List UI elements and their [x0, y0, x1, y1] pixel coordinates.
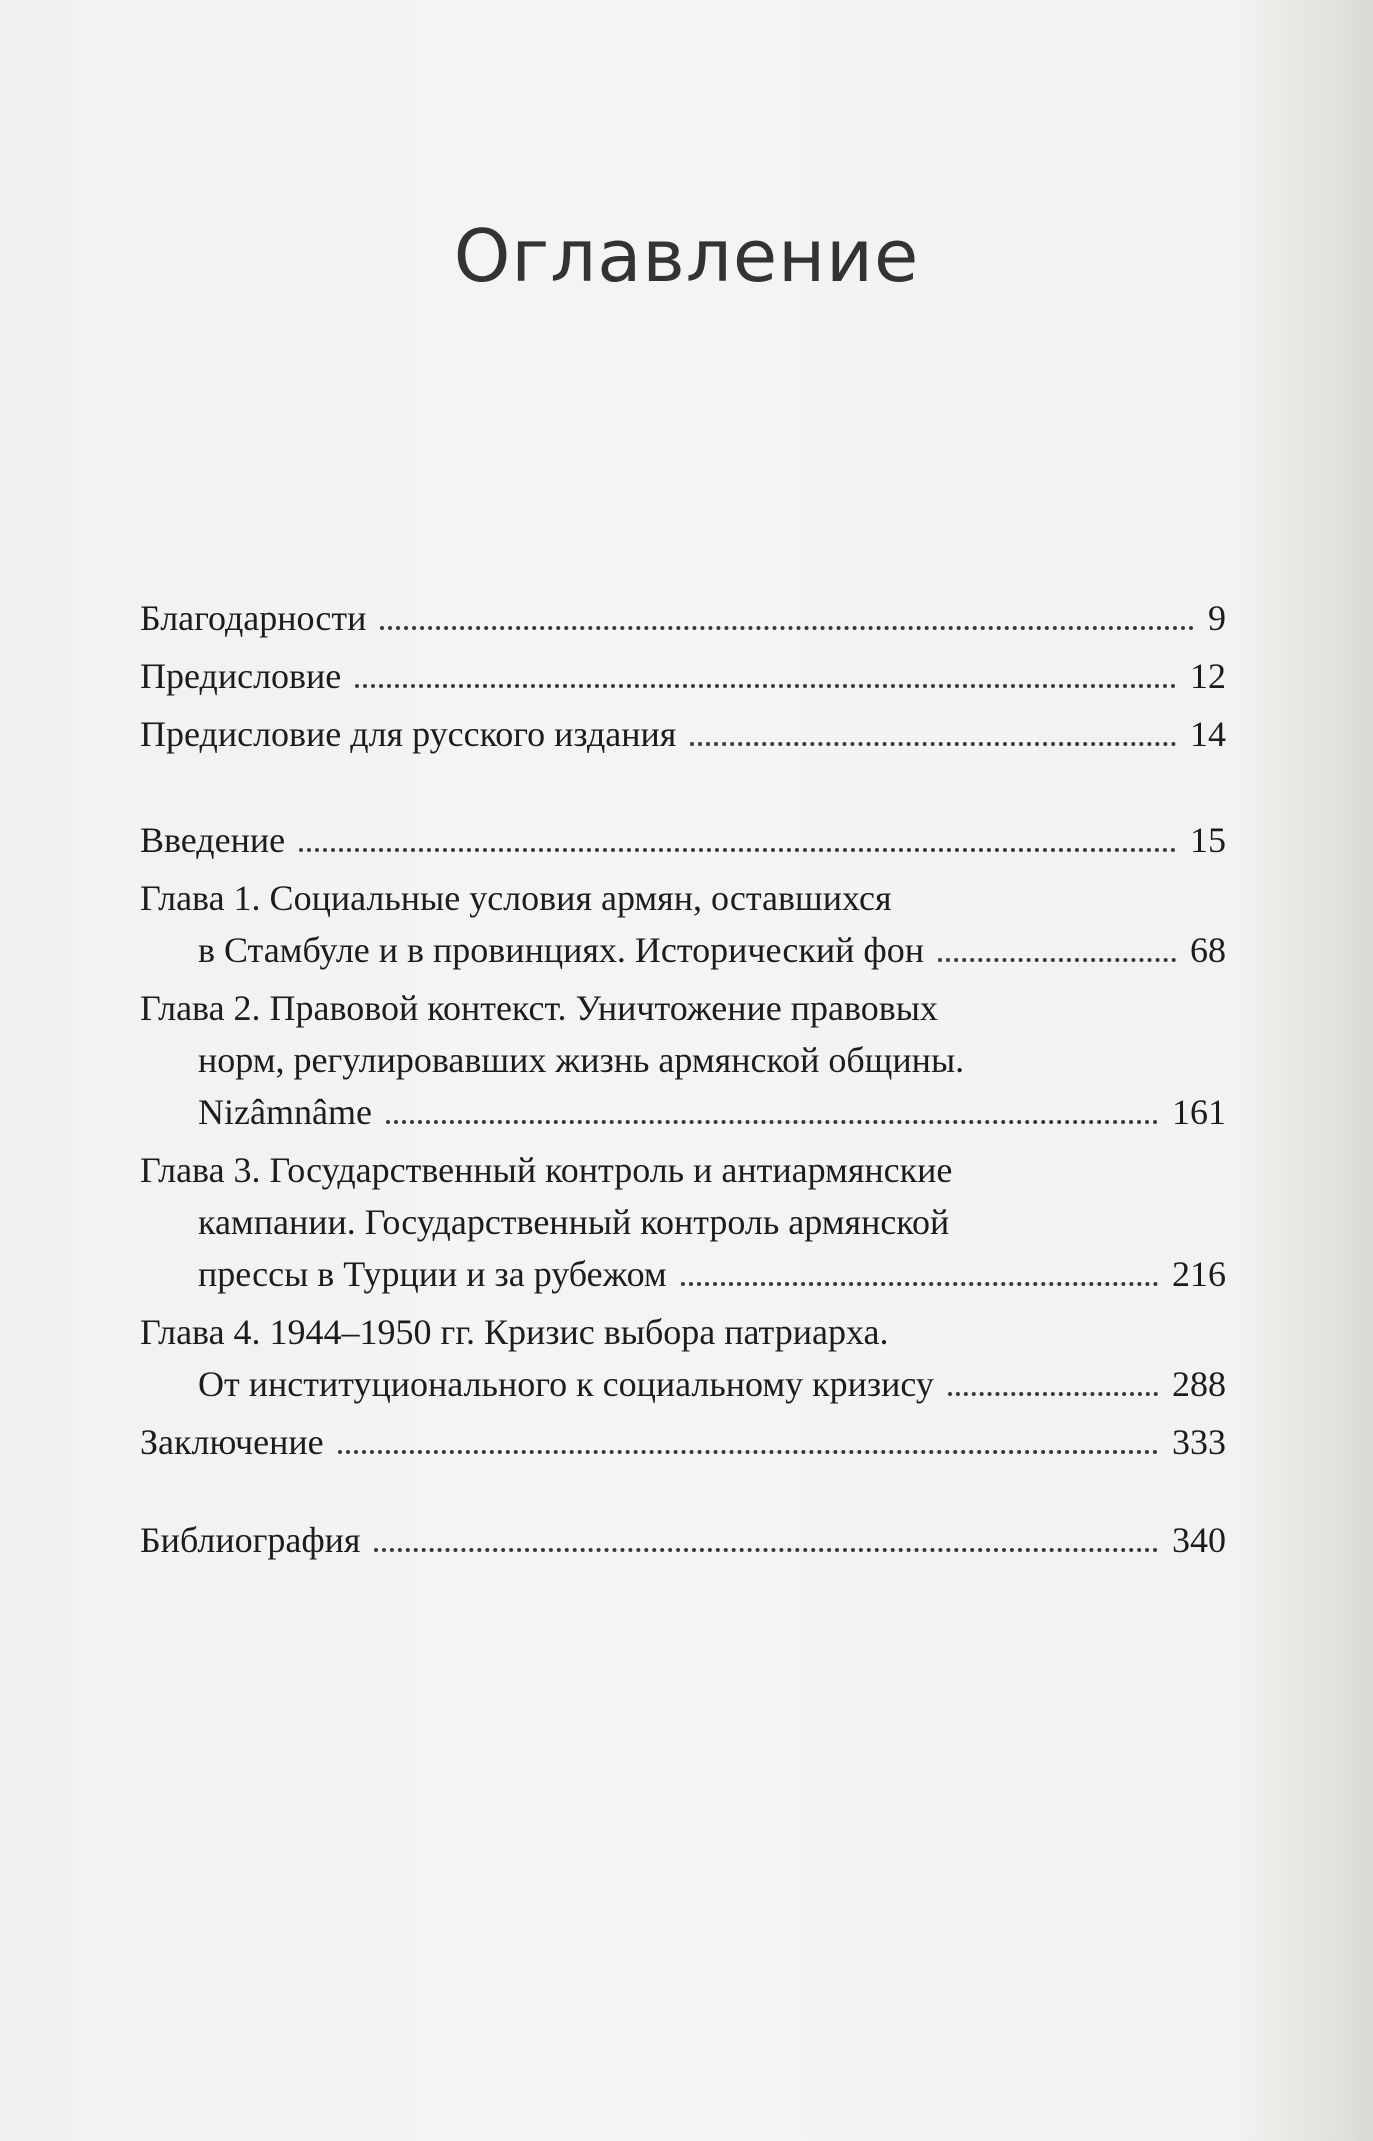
toc-entry-title: Предисловие для русского издания — [140, 714, 677, 754]
toc-entry-title-line: Глава 3. Государственный контроль и антиармянские — [140, 1150, 953, 1190]
toc-entry-title: Предисловие — [140, 656, 342, 696]
toc-entry-chapter-4 — [140, 1306, 1226, 1410]
toc-entry-conclusion — [140, 1416, 1226, 1468]
toc-entry-chapter-2 — [140, 982, 1226, 1138]
table-of-contents — [140, 592, 1226, 1566]
dot-leader — [299, 847, 1176, 852]
toc-entry-title-line: прессы в Турции и за рубежом — [198, 1254, 667, 1294]
toc-entry-bibliography — [140, 1514, 1226, 1566]
toc-entry-last-line — [140, 1358, 1226, 1410]
dot-leader — [338, 1449, 1158, 1454]
toc-entry-title: Библиография — [140, 1520, 361, 1560]
toc-page-number: 161 — [1172, 1092, 1226, 1132]
toc-entry-introduction — [140, 814, 1226, 866]
toc-entry-title-line: Глава 4. 1944–1950 гг. Кризис выбора патриарха. — [140, 1312, 889, 1352]
toc-page-number: 216 — [1172, 1254, 1226, 1294]
toc-entry-acknowledgements — [140, 592, 1226, 644]
toc-page-number: 333 — [1172, 1422, 1226, 1462]
toc-entry-last-line — [140, 1086, 1226, 1138]
toc-page-number: 14 — [1190, 714, 1226, 754]
page-title: Оглавление — [453, 214, 920, 298]
toc-page-number: 340 — [1172, 1520, 1226, 1560]
toc-page-number: 288 — [1172, 1364, 1226, 1404]
toc-entry-title-line: От институционального к социальному кризису — [198, 1364, 934, 1404]
toc-page-number: 9 — [1208, 598, 1226, 638]
toc-entry-title-line: Nizâmnâme — [198, 1092, 372, 1132]
toc-entry-last-line — [140, 1248, 1226, 1300]
toc-entry-title-line: Глава 1. Социальные условия армян, оставшихся — [140, 878, 892, 918]
toc-page-number: 68 — [1190, 930, 1226, 970]
toc-entry-title-line: Глава 2. Правовой контекст. Уничтожение правовых — [140, 988, 938, 1028]
toc-entry-title-line: кампании. Государственный контроль армянской — [198, 1202, 950, 1242]
dot-leader — [380, 625, 1194, 630]
dot-leader — [681, 1281, 1158, 1286]
dot-leader — [690, 741, 1176, 746]
toc-page-number: 12 — [1190, 656, 1226, 696]
toc-entry-last-line — [140, 924, 1226, 976]
toc-entry-title-line: норм, регулировавших жизнь армянской общины. — [198, 1040, 965, 1080]
dot-leader — [355, 683, 1176, 688]
dot-leader — [386, 1119, 1158, 1124]
toc-entry-title: Введение — [140, 820, 286, 860]
toc-entry-chapter-3 — [140, 1144, 1226, 1300]
toc-entry-title: Заключение — [140, 1422, 324, 1462]
toc-entry-title: Благодарности — [140, 598, 367, 638]
toc-entry-title-line: в Стамбуле и в провинциях. Исторический фон — [198, 930, 924, 970]
toc-page-number: 15 — [1190, 820, 1226, 860]
dot-leader — [374, 1547, 1158, 1552]
toc-entry-russian-preface — [140, 708, 1226, 760]
toc-entry-preface — [140, 650, 1226, 702]
dot-leader — [938, 957, 1176, 962]
toc-entry-chapter-1 — [140, 872, 1226, 976]
dot-leader — [948, 1391, 1158, 1396]
